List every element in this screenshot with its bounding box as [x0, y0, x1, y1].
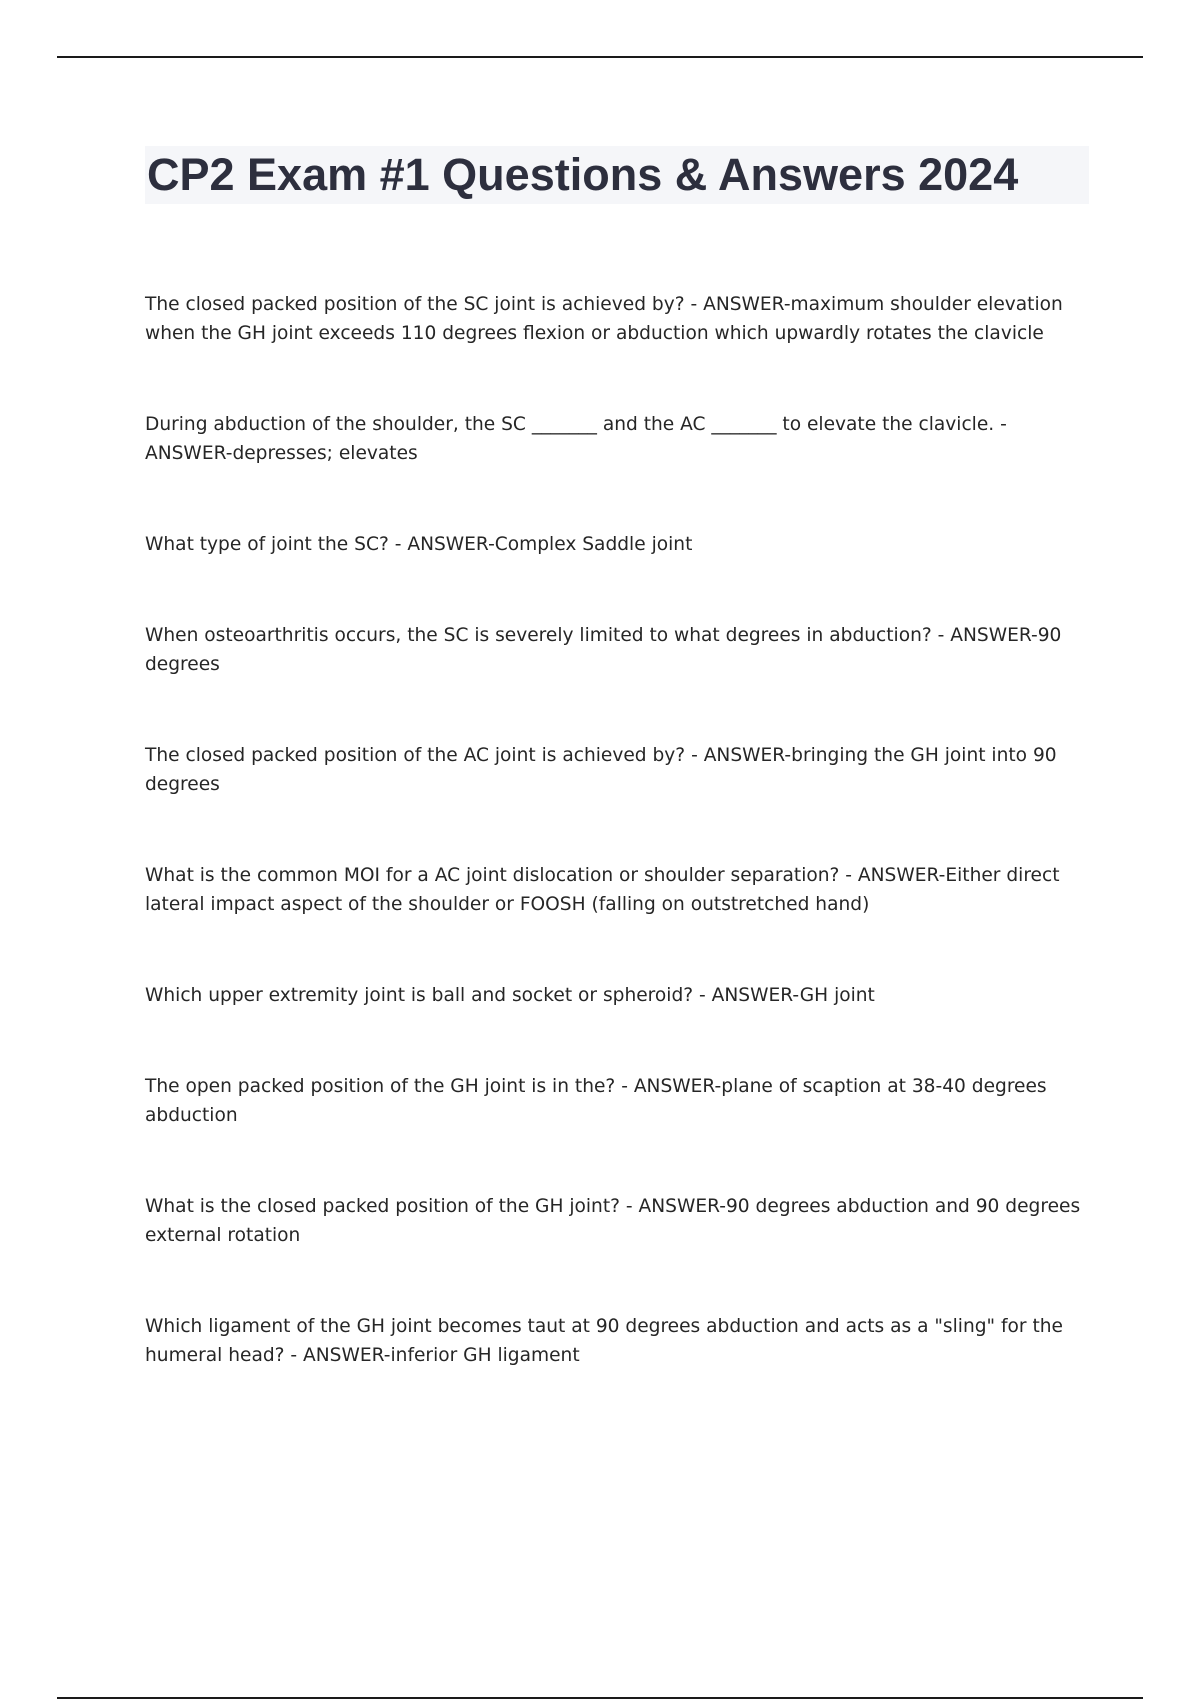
qa-item: What is the closed packed position of the GH joint? - ANSWER-90 degrees abduction and 90 degrees external rotation [145, 1196, 1081, 1246]
qa-item: The open packed position of the GH joint is in the? - ANSWER-plane of scaption at 38-40 degrees abduction [145, 1076, 1047, 1126]
header-divider [57, 56, 1143, 58]
qa-item: What type of joint the SC? - ANSWER-Complex Saddle joint [145, 534, 693, 555]
qa-item: What is the common MOI for a AC joint dislocation or shoulder separation? - ANSWER-Either direct lateral impact aspect of the shoulder or FOOSH (falling on outstretched hand) [145, 865, 1060, 915]
qa-list [145, 290, 1085, 1432]
qa-item: Which upper extremity joint is ball and socket or spheroid? - ANSWER-GH joint [145, 985, 875, 1006]
qa-item: During abduction of the shoulder, the SC _______ and the AC _______ to elevate the clavicle. - ANSWER-depresses; elevates [145, 414, 1007, 464]
title-banner [145, 146, 1089, 204]
footer-divider [57, 1697, 1143, 1699]
qa-item: Which ligament of the GH joint becomes taut at 90 degrees abduction and acts as a "sling" for the humeral head? - ANSWER-inferior GH ligament [145, 1316, 1063, 1366]
qa-item: The closed packed position of the AC joint is achieved by? - ANSWER-bringing the GH joint into 90 degrees [145, 745, 1057, 795]
qa-item: The closed packed position of the SC joint is achieved by? - ANSWER-maximum shoulder elevation when the GH joint exceeds 110 degrees flexion or abduction which upwardly rotates the clavicle [145, 294, 1063, 344]
document-title: CP2 Exam #1 Questions & Answers 2024 [147, 149, 1019, 200]
qa-item: When osteoarthritis occurs, the SC is severely limited to what degrees in abduction? - ANSWER-90 degrees [145, 625, 1062, 675]
